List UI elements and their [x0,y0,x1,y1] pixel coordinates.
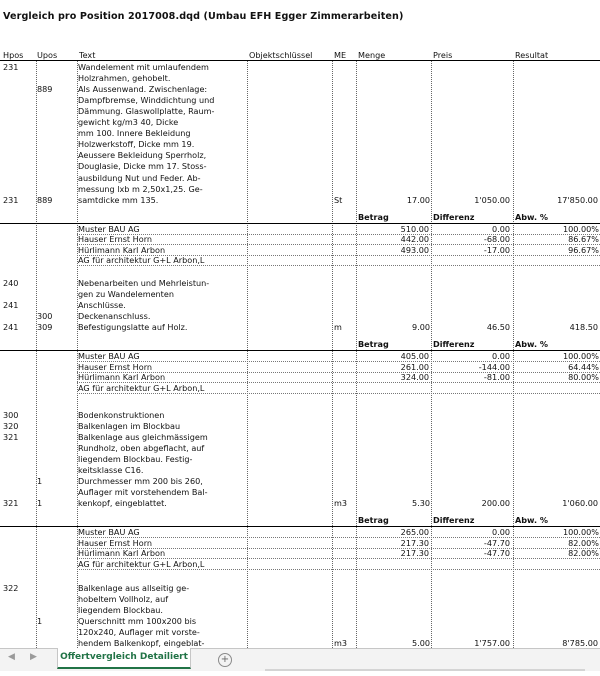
col-header-objekt: Objektschlüssel [249,50,313,60]
quantity-cell: 5.30 [411,498,430,509]
position-text-line: samtdicke mm 135. [78,194,159,205]
bidder-row[interactable] [77,362,600,373]
position-text-line: hobeltem Vollholz, auf [78,594,169,605]
grid-line [36,61,37,648]
sheet-tab-bar [0,648,600,671]
position-text-line: hendem Balkenkopf, eingeblat- [78,638,205,648]
position-text-line: Auflager mit vorstehendem Bal- [78,487,208,498]
bidder-abw: 82.00% [568,548,599,559]
bidder-abw: 100.00% [562,351,599,362]
bidder-name: Muster BAU AG [78,223,140,234]
bidder-row[interactable] [77,527,600,538]
unit-cell: m3 [334,638,348,648]
bidder-row[interactable] [77,351,600,362]
position-text-line: Als Aussenwand. Zwischenlage: [78,84,208,95]
bidder-row[interactable] [77,372,600,383]
bidder-name: AG für architektur G+L Arbon,L [78,558,205,569]
bid-header-betrag: Betrag [358,211,389,222]
upos-cell: 1 [37,498,43,509]
result-cell: 1'060.00 [562,498,598,509]
hpos-cell: 320 [3,421,19,432]
hpos-cell: 321 [3,432,19,443]
bidder-row[interactable] [77,383,600,394]
bid-header-abw: Abw. % [515,211,549,222]
report-title: Vergleich pro Position 2017008.dqd (Umbau EFH Egger Zimmerarbeiten) [3,11,404,22]
quantity-cell: 9.00 [411,322,430,333]
hpos-cell: 240 [3,278,19,288]
hpos-cell: 322 [3,583,19,593]
price-cell: 1'050.00 [474,194,510,205]
unit-cell: m [334,322,342,333]
bidder-differenz: -144.00 [478,361,510,372]
position-text-line: Durchmesser mm 200 bis 260, [78,476,203,487]
upos-cell: 1 [37,476,43,487]
position-text-line: 120x240, Auflager mit vorste- [78,627,200,638]
price-cell: 1'757.00 [474,638,510,648]
bidder-betrag: 493.00 [400,244,429,255]
sheet-tab-offertvergleich[interactable] [57,648,191,669]
sheet-tab-label: Offertvergleich Detailiert [60,652,188,662]
bidder-betrag: 217.30 [400,548,429,559]
result-cell: 17'850.00 [557,194,598,205]
bidder-row[interactable] [77,245,600,256]
bidder-abw: 80.00% [568,372,599,383]
bidder-betrag: 217.30 [400,537,429,548]
upos-cell: 1 [37,616,43,627]
bidder-abw: 82.00% [568,537,599,548]
prev-sheet-icon[interactable]: ◀ [8,652,15,662]
bidder-name: Muster BAU AG [78,351,140,362]
result-cell: 418.50 [569,322,598,333]
upos-cell: 889 [37,84,53,95]
bidder-betrag: 510.00 [400,223,429,234]
bidder-row[interactable] [77,234,600,245]
position-text-line: liegendem Blockbau. Festig- [78,454,193,465]
upos-cell: 309 [37,322,53,333]
position-text-line: Balkenlage aus gleichmässigem [78,432,208,443]
bidder-row[interactable] [77,559,600,570]
col-header-me: ME [334,50,347,60]
upos-cell: 300 [37,311,53,322]
position-text-line: liegendem Blockbau. [78,605,163,616]
bidder-differenz: -47.70 [483,537,510,548]
bidder-betrag: 261.00 [400,361,429,372]
bidder-name: Hürlimann Karl Arbon [78,372,166,383]
col-header-text: Text [79,50,96,60]
bid-header-abw: Abw. % [515,339,549,350]
bidder-name: AG für architektur G+L Arbon,L [78,382,205,393]
position-text-line: Querschnitt mm 100x200 bis [78,616,197,627]
bidder-name: Muster BAU AG [78,527,140,538]
position-text-line: Dampfbremse, Winddichtung und [78,95,215,106]
col-header-upos: Upos [37,50,58,60]
position-text-line: Bodenkonstruktionen [78,410,165,420]
bid-header-abw: Abw. % [515,515,549,526]
bidder-differenz: 0.00 [491,527,510,538]
bid-header-differenz: Differenz [433,339,475,350]
bidder-differenz: -68.00 [483,234,510,245]
price-cell: 200.00 [481,498,510,509]
bid-header-betrag: Betrag [358,339,389,350]
bidder-abw: 96.67% [568,244,599,255]
unit-cell: St [334,194,343,205]
position-text-line: ausbildung Nut und Feder. Ab- [78,172,201,183]
bidder-row[interactable] [77,255,600,266]
bidder-betrag: 405.00 [400,351,429,362]
position-text-line: Dämmung. Glaswollplatte, Raum- [78,106,215,117]
bidder-differenz: 0.00 [491,223,510,234]
add-sheet-icon[interactable]: + [218,653,232,667]
bid-header-differenz: Differenz [433,211,475,222]
bidder-abw: 100.00% [562,527,599,538]
bidder-abw: 100.00% [562,223,599,234]
hpos-cell: 241 [3,300,19,311]
col-header-preis: Preis [433,50,453,60]
bid-header-differenz: Differenz [433,515,475,526]
position-text-line: Holzwerkstoff, Dicke mm 19. [78,139,195,150]
hpos-cell: 300 [3,410,19,420]
scrollbar-track-icon [265,668,585,672]
bidder-name: AG für architektur G+L Arbon,L [78,255,205,266]
bidder-row[interactable] [77,224,600,235]
position-text-line: Nebenarbeiten und Mehrleistun- [78,278,210,288]
position-text-line: Befestigungslatte auf Holz. [78,322,188,333]
position-text-line: Balkenlagen im Blockbau [78,421,181,432]
position-text-line: Douglasie, Dicke mm 17. Stoss- [78,161,207,172]
header-underline [0,60,600,61]
col-header-hpos: Hpos [3,50,24,60]
bidder-abw: 86.67% [568,234,599,245]
bid-header-betrag: Betrag [358,515,389,526]
bidder-name: Hauser Ernst Horn [78,361,153,372]
position-text-line: kenkopf, eingeblattet. [78,498,167,509]
bidder-betrag: 324.00 [400,372,429,383]
col-header-menge: Menge [358,50,386,60]
bidder-differenz: -81.00 [483,372,510,383]
bidder-differenz: 0.00 [491,351,510,362]
bidder-differenz: -17.00 [483,244,510,255]
hpos-cell: 321 [3,498,19,509]
bidder-name: Hauser Ernst Horn [78,537,153,548]
result-cell: 8'785.00 [562,638,598,648]
hpos-cell: 241 [3,322,19,333]
position-text-line: keitsklasse C16. [78,465,144,476]
col-header-resultat: Resultat [515,50,549,60]
price-cell: 46.50 [486,322,510,333]
quantity-cell: 5.00 [411,638,430,648]
unit-cell: m3 [334,498,348,509]
quantity-cell: 17.00 [406,194,430,205]
bidder-differenz: -47.70 [483,548,510,559]
position-text-line: Wandelement mit umlaufendem [78,62,209,72]
bidder-betrag: 442.00 [400,234,429,245]
bidder-betrag: 265.00 [400,527,429,538]
bidder-row[interactable] [77,538,600,549]
position-text-line: gen zu Wandelementen [78,289,174,300]
position-text-line: messung lxb m 2,50x1,25. Ge- [78,183,203,194]
position-text-line: gewicht kg/m3 40, Dicke [78,117,179,128]
position-text-line: Deckenanschluss. [78,311,151,322]
position-text-line: mm 100. Innere Bekleidung [78,128,191,139]
position-text-line: Holzrahmen, gehobelt. [78,73,171,84]
next-sheet-icon[interactable]: ▶ [30,652,37,662]
position-text-line: Rundholz, oben abgeflacht, auf [78,443,205,454]
hpos-cell: 231 [3,194,19,205]
bidder-name: Hürlimann Karl Arbon [78,244,166,255]
upos-cell: 889 [37,194,53,205]
horizontal-scrollbar[interactable] [265,657,585,661]
hpos-cell: 231 [3,62,19,72]
position-text-line: Aeussere Bekleidung Sperrholz, [78,150,207,161]
bidder-name: Hürlimann Karl Arbon [78,548,166,559]
position-text-line: Anschlüsse. [78,300,126,311]
bidder-abw: 64.44% [568,361,599,372]
bidder-name: Hauser Ernst Horn [78,234,153,245]
position-text-line: Balkenlage aus allseitig ge- [78,583,190,593]
bidder-row[interactable] [77,548,600,559]
